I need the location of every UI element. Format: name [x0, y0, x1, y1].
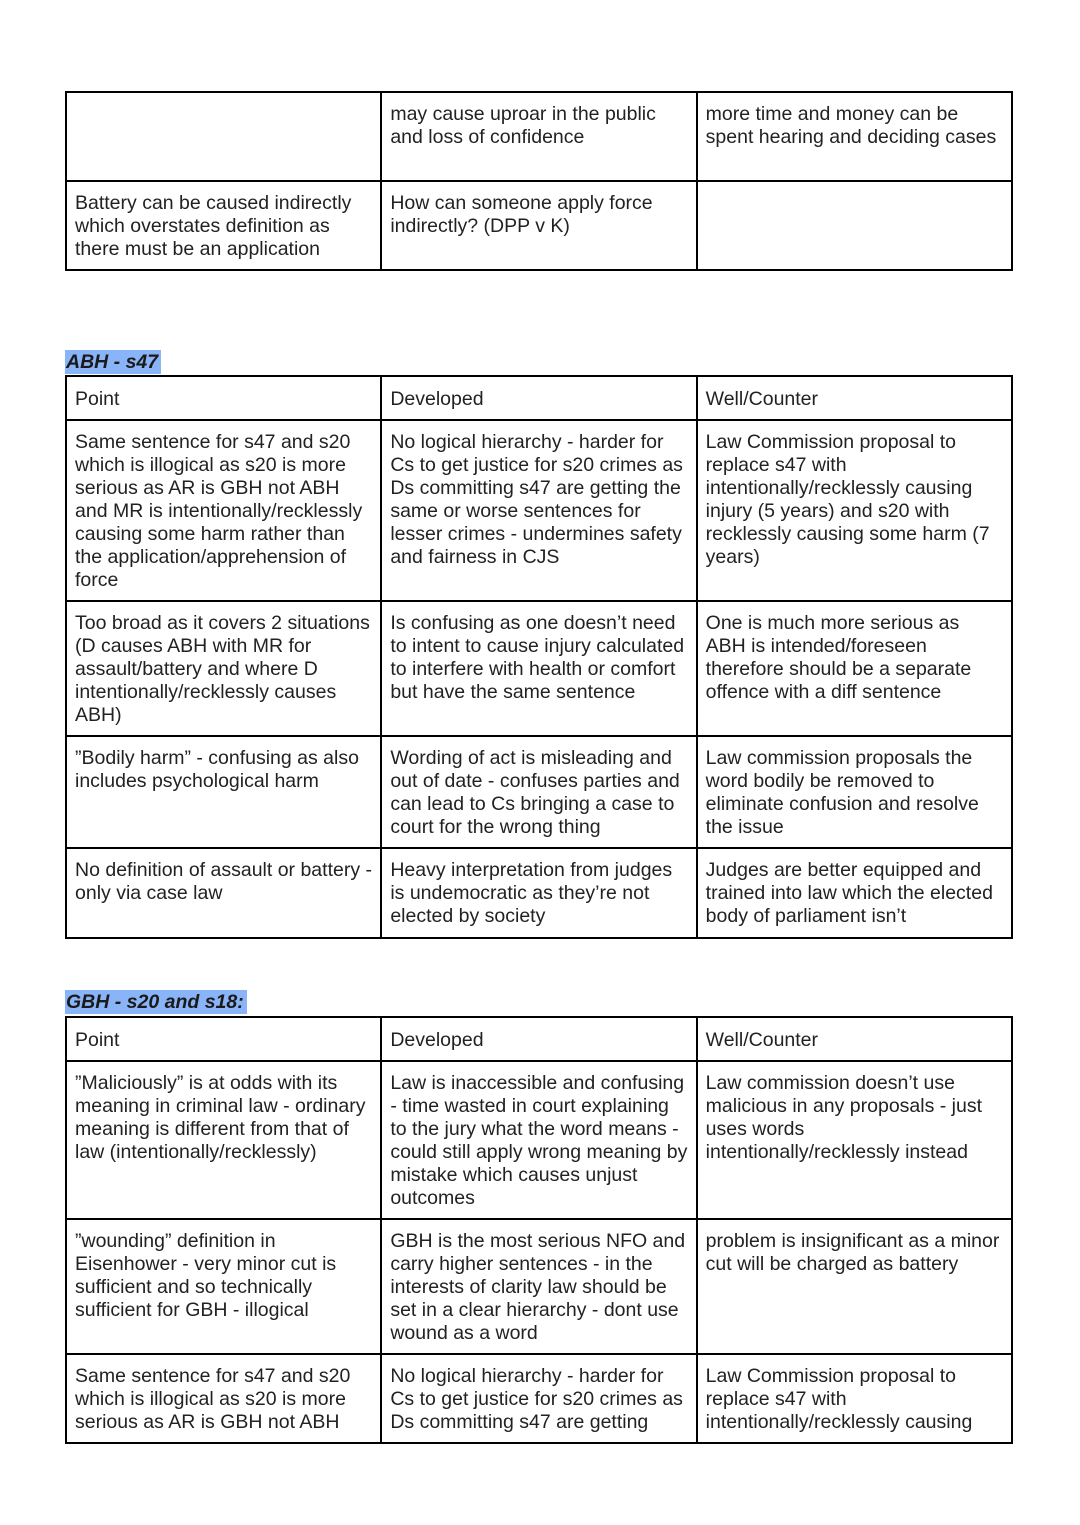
table-row — [66, 736, 1012, 848]
table-cell: Law is inaccessible and confusing - time wasted in court explaining to the jury what the word means - could still apply wrong meaning by mistake which causes unjust outcomes — [381, 1061, 696, 1219]
table-cell: Same sentence for s47 and s20 which is illogical as s20 is more serious as AR is GBH not ABH and MR is intentionally/recklessly causing some harm rather than the application/apprehension of force — [66, 420, 381, 601]
table-cell: Wording of act is misleading and out of date - confuses parties and can lead to Cs bringing a case to court for the wrong thing — [381, 736, 696, 848]
table-cell: Judges are better equipped and trained into law which the elected body of parliament isn’t — [697, 848, 1012, 938]
abh-section-heading: ABH - s47 — [65, 350, 161, 374]
table-row — [66, 601, 1012, 736]
table-cell: may cause uproar in the public and loss of confidence — [381, 92, 696, 181]
table-cell: No logical hierarchy - harder for Cs to get justice for s20 crimes as Ds committing s47 are getting — [381, 1354, 696, 1443]
table-cell: Battery can be caused indirectly which overstates definition as there must be an application — [66, 181, 381, 270]
column-header: Point — [66, 376, 381, 420]
table-row — [66, 1354, 1012, 1443]
table-cell: No definition of assault or battery - only via case law — [66, 848, 381, 938]
table-cell: ”wounding” definition in Eisenhower - very minor cut is sufficient and so technically sufficient for GBH - illogical — [66, 1219, 381, 1354]
table-row — [66, 848, 1012, 938]
table-cell: Law commission proposals the word bodily be removed to eliminate confusion and resolve the issue — [697, 736, 1012, 848]
table-cell: problem is insignificant as a minor cut will be charged as battery — [697, 1219, 1012, 1354]
table-cell: Law Commission proposal to replace s47 with intentionally/recklessly causing injury (5 years) and s20 with recklessly causing some harm (7 years) — [697, 420, 1012, 601]
table-cell: How can someone apply force indirectly? (DPP v K) — [381, 181, 696, 270]
table-header-row — [66, 1017, 1012, 1061]
table-cell — [66, 92, 381, 181]
table-cell: Law Commission proposal to replace s47 with intentionally/recklessly causing — [697, 1354, 1012, 1443]
table-row — [66, 1061, 1012, 1219]
table-cell: Same sentence for s47 and s20 which is illogical as s20 is more serious as AR is GBH not ABH — [66, 1354, 381, 1443]
table-cell: No logical hierarchy - harder for Cs to get justice for s20 crimes as Ds committing s47 are getting the same or worse sentences for lesser crimes - undermines safety and fairness in CJS — [381, 420, 696, 601]
table-row — [66, 420, 1012, 601]
table-cell: One is much more serious as ABH is intended/foreseen therefore should be a separate offence with a diff sentence — [697, 601, 1012, 736]
column-header: Well/Counter — [697, 376, 1012, 420]
table-row — [66, 1219, 1012, 1354]
table-cell: Law commission doesn’t use malicious in any proposals - just uses words intentionally/recklessly instead — [697, 1061, 1012, 1219]
table-cell: Is confusing as one doesn’t need to intent to cause injury calculated to interfere with health or comfort but have the same sentence — [381, 601, 696, 736]
table-cell: Heavy interpretation from judges is undemocratic as they’re not elected by society — [381, 848, 696, 938]
table-row — [66, 181, 1012, 270]
table-cell — [697, 181, 1012, 270]
continued-table — [65, 91, 1013, 271]
table-cell: GBH is the most serious NFO and carry higher sentences - in the interests of clarity law should be set in a clear hierarchy - dont use wound as a word — [381, 1219, 696, 1354]
abh-table — [65, 375, 1013, 939]
column-header: Point — [66, 1017, 381, 1061]
column-header: Well/Counter — [697, 1017, 1012, 1061]
column-header: Developed — [381, 376, 696, 420]
table-row — [66, 92, 1012, 181]
table-cell: Too broad as it covers 2 situations (D causes ABH with MR for assault/battery and where D intentionally/recklessly causes ABH) — [66, 601, 381, 736]
table-header-row — [66, 376, 1012, 420]
gbh-section-heading: GBH - s20 and s18: — [65, 990, 247, 1014]
table-cell: ”Bodily harm” - confusing as also includes psychological harm — [66, 736, 381, 848]
gbh-table — [65, 1016, 1013, 1444]
table-cell: more time and money can be spent hearing and deciding cases — [697, 92, 1012, 181]
column-header: Developed — [381, 1017, 696, 1061]
table-cell: ”Maliciously” is at odds with its meaning in criminal law - ordinary meaning is different from that of law (intentionally/recklessly) — [66, 1061, 381, 1219]
